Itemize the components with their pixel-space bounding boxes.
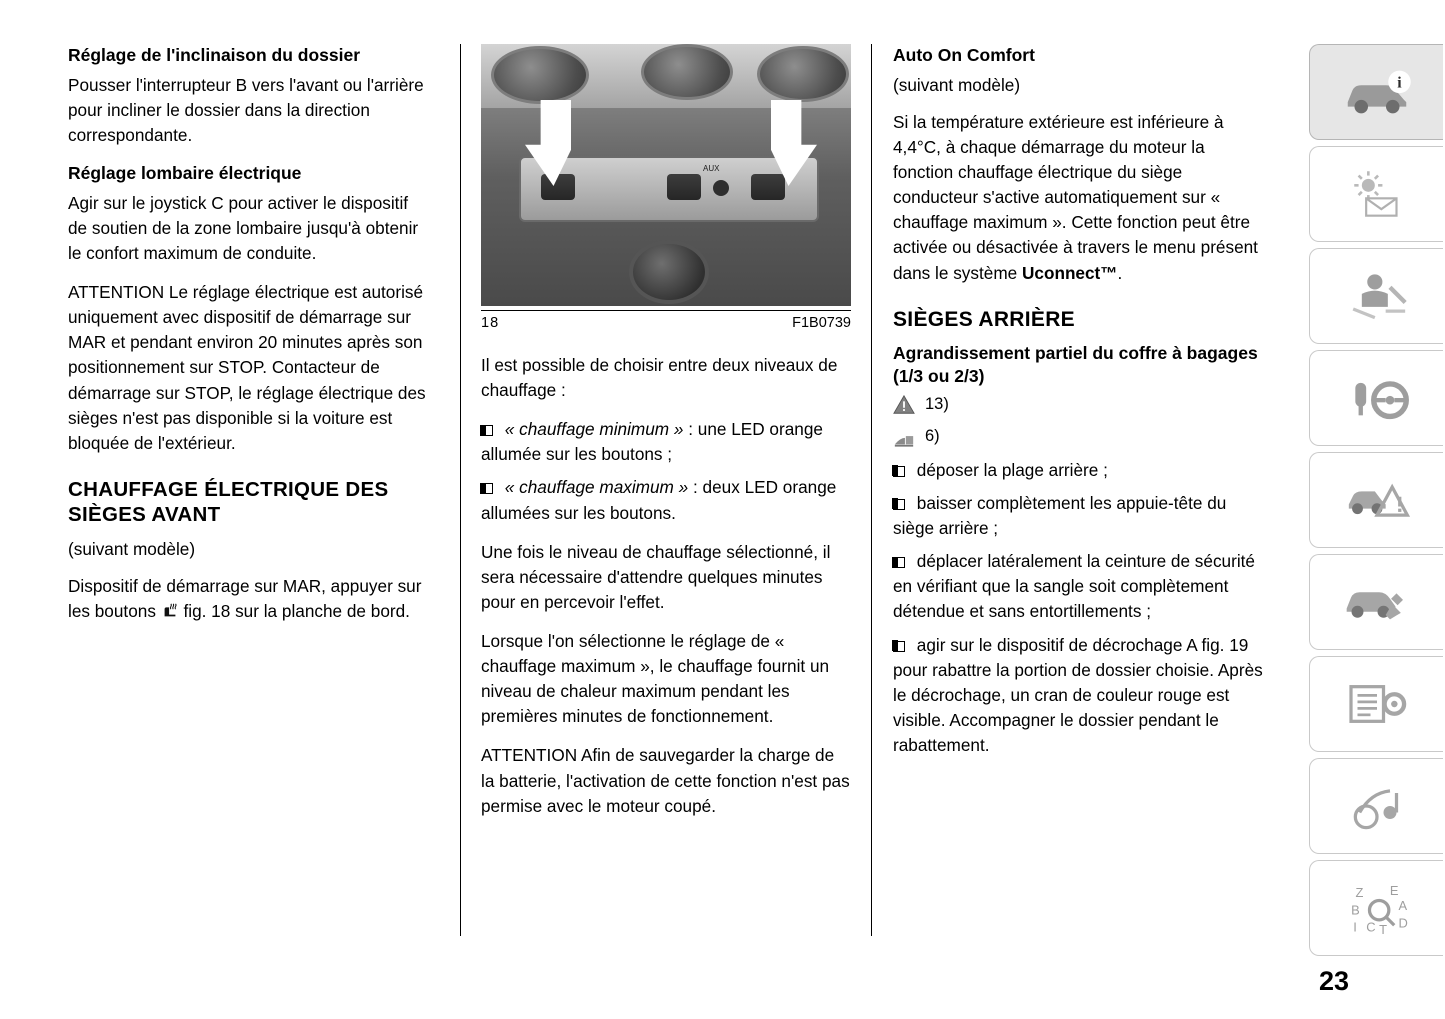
svg-text:B: B bbox=[1350, 902, 1360, 918]
figure-18-image: AUX bbox=[481, 44, 851, 306]
paragraph-auto-on-comfort-b: . bbox=[1117, 262, 1123, 283]
svg-text:I: I bbox=[1352, 919, 1357, 935]
paragraph-attention-electric: ATTENTION Le réglage électrique est autorisé uniquement avec dispositif de démarrage sur MAR et pendant environ 20 minutes après son positionnement sur STOP. Contacteur de démarrage sur STOP, le réglage électrique des sièges n'est pas disponible si la voiture est bloquée de l'extérieur. bbox=[68, 282, 426, 453]
paragraph-mar-buttons-part2: fig. 18 sur la planche de bord. bbox=[183, 601, 410, 622]
bullet-square-icon bbox=[893, 557, 905, 568]
sidebar-item-multimedia[interactable] bbox=[1309, 758, 1443, 854]
maintenance-warning-icon bbox=[1341, 474, 1413, 526]
svg-text:E: E bbox=[1389, 883, 1399, 899]
dashboard-warning-lights-icon bbox=[1342, 168, 1412, 220]
car-info-icon bbox=[1341, 68, 1413, 116]
svg-text:C: C bbox=[1365, 919, 1376, 935]
paragraph-max-heat-behaviour: Lorsque l'on sélectionne le réglage de « chauffage maximum », le chauffage fournit un niveau de chaleur maximum pendant les premières minutes de fonctionnement. bbox=[481, 630, 830, 727]
bullet-square-icon bbox=[893, 466, 905, 477]
column-divider-right bbox=[871, 44, 872, 936]
paragraph-two-levels: Il est possible de choisir entre deux niveaux de chauffage : bbox=[481, 355, 838, 401]
alphabetical-index-icon bbox=[1341, 880, 1413, 936]
list-item-remove-parcel-shelf-label: déposer la plage arrière ; bbox=[916, 459, 1108, 480]
column-2 bbox=[481, 44, 851, 833]
heading-boot-enlargement: Agrandissement partiel du coffre à bagages (1/3 ou 2/3) bbox=[893, 343, 1258, 387]
paragraph-mar-buttons-part1: Dispositif de démarrage sur MAR, appuyer sur les boutons bbox=[68, 576, 422, 622]
driving-icon bbox=[1342, 372, 1412, 424]
bullet-square-icon bbox=[481, 425, 493, 436]
paragraph-attention-battery: ATTENTION Afin de sauvegarder la charge de la batterie, l'activation de cette fonction n'est pas permise avec le moteur coupé. bbox=[481, 745, 850, 816]
list-item-min-heat-text: : une LED orange allumée sur les boutons ; bbox=[481, 419, 823, 465]
warning-reference-13 bbox=[893, 394, 1265, 416]
column-1 bbox=[68, 44, 430, 638]
sidebar-item-maintenance-warning[interactable] bbox=[1309, 452, 1443, 548]
list-item-max-heat-label: « chauffage maximum » bbox=[504, 477, 689, 498]
sidebar-item-driving[interactable] bbox=[1309, 350, 1443, 446]
list-item-lower-headrests bbox=[893, 491, 1265, 541]
sidebar-item-service[interactable] bbox=[1309, 554, 1443, 650]
svg-text:T: T bbox=[1378, 921, 1387, 936]
section-title-seat-heating: CHAUFFAGE ÉLECTRIQUE DES SIÈGES AVANT bbox=[68, 477, 389, 526]
list-item-min-heat bbox=[481, 417, 851, 467]
svg-text:D: D bbox=[1398, 915, 1408, 931]
section-title-rear-seats: SIÈGES ARRIÈRE bbox=[893, 307, 1075, 331]
multimedia-icon bbox=[1342, 780, 1412, 832]
sidebar-item-dashboard-lights[interactable] bbox=[1309, 146, 1443, 242]
svg-text:Z: Z bbox=[1354, 885, 1363, 901]
heading-backrest-adjust: Réglage de l'inclinaison du dossier bbox=[68, 45, 361, 65]
list-item-move-seatbelt bbox=[893, 549, 1265, 624]
column-divider-left bbox=[460, 44, 461, 936]
list-item-max-heat-text: : deux LED orange allumées sur les boutons. bbox=[481, 477, 837, 523]
paragraph-model-dependent-2: (suivant modèle) bbox=[893, 74, 1021, 95]
list-item-release-device-label: agir sur le dispositif de décrochage A fig. 19 pour rabattre la portion de dossier choisie. Après le décrochage, un cran de couleur rouge est visible. Accompagner le dossier pendant le rabattement. bbox=[893, 634, 1263, 755]
sidebar-item-emergency[interactable] bbox=[1309, 248, 1443, 344]
paragraph-lumbar-adjust: Agir sur le joystick C pour activer le dispositif de soutien de la zone lombaire jusqu'à obtenir le confort maximum de conduite. bbox=[68, 192, 419, 264]
bullet-square-icon bbox=[481, 483, 493, 494]
figure-code: F1B0739 bbox=[792, 315, 851, 331]
list-item-min-heat-label: « chauffage minimum » bbox=[504, 419, 684, 440]
page-number: 23 bbox=[1318, 966, 1349, 996]
warning-reference-6 bbox=[893, 426, 1265, 448]
bullet-square-icon bbox=[893, 499, 905, 510]
emergency-icon bbox=[1341, 270, 1413, 322]
paragraph-auto-on-comfort-a: Si la température extérieure est inférieure à 4,4°C, à chaque démarrage du moteur la fonction chauffage électrique du siège conducteur s'active automatiquement sur « chauffage maximum ». Cette fonction peut être activée ou désactivée à travers le menu présent dans le système bbox=[893, 111, 1258, 283]
paragraph-backrest-adjust: Pousser l'interrupteur B vers l'avant ou l'arrière pour incliner le dossier dans la direction correspondante. bbox=[68, 74, 424, 145]
warning-reference-6-label: 6) bbox=[925, 427, 940, 446]
list-item-max-heat bbox=[481, 475, 851, 525]
list-item-remove-parcel-shelf bbox=[893, 458, 1265, 483]
environment-warning-icon bbox=[893, 426, 915, 448]
list-item-move-seatbelt-label: déplacer latéralement la ceinture de sécurité en vérifiant que la sangle soit complètement détendue et sans entortillements ; bbox=[893, 551, 1255, 622]
sidebar-item-tech-specs[interactable] bbox=[1309, 656, 1443, 752]
svg-text:i: i bbox=[1396, 74, 1402, 92]
paragraph-wait-minutes: Une fois le niveau de chauffage sélectionné, il sera nécessaire d'attendre quelques minutes pour en percevoir l'effet. bbox=[481, 541, 831, 612]
seat-heating-icon bbox=[161, 602, 179, 620]
list-item-lower-headrests-label: baisser complètement les appuie-tête du siège arrière ; bbox=[893, 493, 1227, 539]
heading-lumbar-adjust: Réglage lombaire électrique bbox=[68, 163, 302, 184]
bullet-square-icon bbox=[893, 641, 905, 652]
warning-triangle-icon bbox=[893, 394, 915, 416]
figure-18 bbox=[481, 44, 851, 331]
svg-text:A: A bbox=[1398, 898, 1407, 914]
uconnect-trademark: Uconnect™ bbox=[1021, 262, 1118, 283]
column-3 bbox=[893, 44, 1265, 766]
paragraph-mar-buttons bbox=[68, 574, 430, 624]
list-item-release-device bbox=[893, 633, 1265, 759]
index-icon bbox=[1342, 678, 1412, 730]
service-icon bbox=[1341, 576, 1413, 628]
paragraph-auto-on-comfort-desc bbox=[893, 110, 1265, 286]
warning-reference-13-label: 13) bbox=[925, 395, 949, 414]
figure-number: 18 bbox=[481, 315, 500, 331]
heading-auto-on-comfort: Auto On Comfort bbox=[893, 45, 1035, 65]
sidebar-item-car-info[interactable] bbox=[1309, 44, 1443, 140]
chapter-tab-rail bbox=[1309, 44, 1445, 962]
sidebar-item-alphabetical-index[interactable] bbox=[1309, 860, 1443, 956]
paragraph-model-dependent: (suivant modèle) bbox=[68, 539, 196, 560]
